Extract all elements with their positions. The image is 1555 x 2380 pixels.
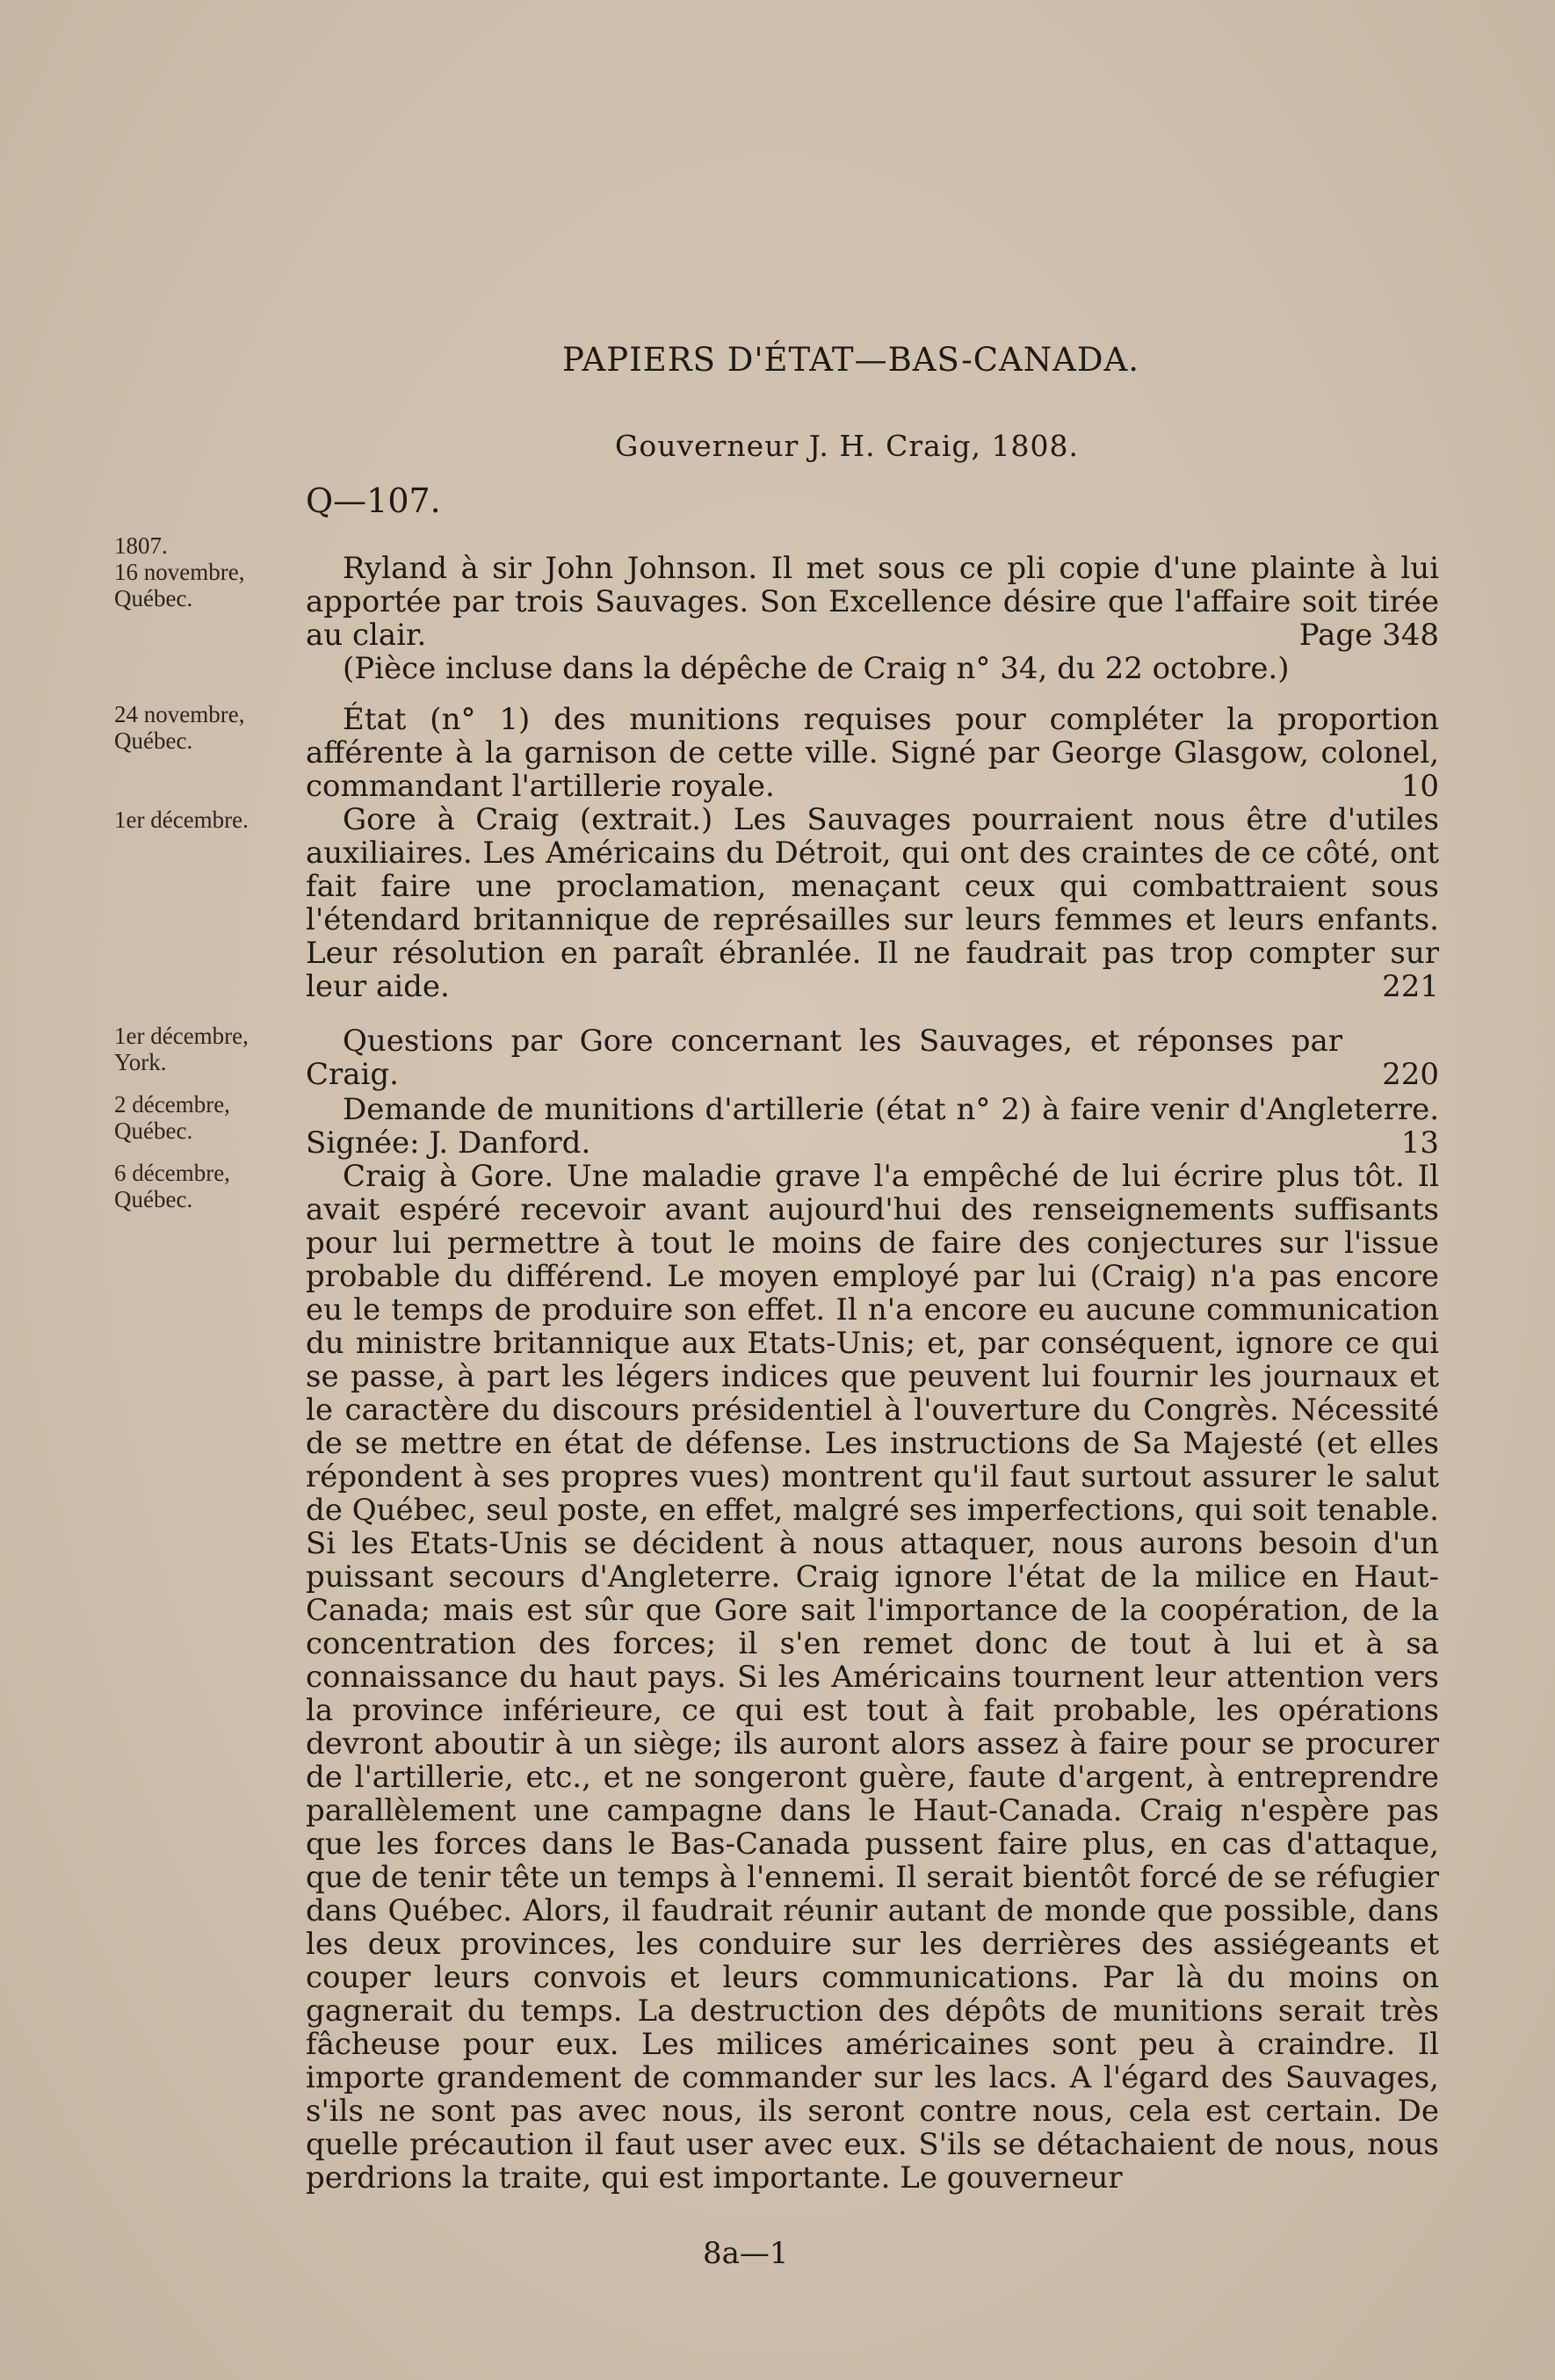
entry-text: Questions par Gore concernant les Sauvages, et réponses par Craig. [306,1024,1342,1092]
entry-4 [306,1024,1439,1091]
margin-date-text: 1er décembre. [114,807,249,833]
entry-2 [306,703,1439,803]
margin-date-text: 2 décembre, Québec. [114,1091,230,1144]
entry-text: Ryland à sir John Johnson. Il met sous ce pli copie d'une plainte à lui apportée par trois Sauvages. Son Excellence désire que l'affaire soit tirée au clair. [306,551,1439,653]
margin-date-text: 1er décembre, York. [114,1023,249,1075]
margin-date-text: 24 novembre, Québec. [114,701,245,754]
entry-text: Craig à Gore. Une maladie grave l'a empêché de lui écrire plus tôt. Il avait espéré recevoir avant aujourd'hui des renseignements suffisants pour lui permettre à tout le moins de faire des conjectures sur l'issue probable du différend. Le moyen employé par lui (Craig) n'a pas encore eu le temps de produire son effet. Il n'a encore eu aucune communication du ministre britannique aux Etats-Unis; et, par conséquent, ignore ce qui se passe, à part les légers indices que peuvent lui fournir les journaux et le caractère du discours présidentiel à l'ouverture du Congrès. Nécessité de se mettre en état de défense. Les instructions de Sa Majesté (et elles répondent à ses propres vues) montrent qu'il faut surtout assurer le salut de Québec, seul poste, en effet, malgré ses imperfections, qui soit tenable. Si les Etats-Unis se décident à nous attaquer, nous aurons besoin d'un puissant secours d'Angleterre. Craig ignore l'état de la milice en Haut-Canada; mais est sûr que Gore sait l'importance de la coopération, de la concentration des forces; il s'en remet donc de tout à lui et à sa connaissance du haut pays. Si les Américains tournent leur attention vers la province inférieure, ce qui est tout à fait probable, les opérations devront aboutir à un siège; ils auront alors assez à faire pour se procurer de l'artillerie, etc., et ne songeront guère, faute d'argent, à entreprendre parallèlement une campagne dans le Haut-Canada. Craig n'espère pas que les forces dans le Bas-Canada pussent faire plus, en cas d'attaque, que de tenir tête un temps à l'ennemi. Il serait bientôt forcé de se réfugier dans Québec. Alors, il faudrait réunir autant de monde que possible, dans les deux provinces, les conduire sur les derrières des assiégeants et couper leurs convois et leurs communications. Par là du moins on gagnerait du temps. La destruction des dépôts de munitions serait très fâcheuse pour eux. Les milices américaines sont peu à craindre. Il importe grandement de commander sur les lacs. A l'égard des Sauvages, s'ils ne sont pas avec nous, ils seront contre nous, cela est certain. De quelle précaution il faut user avec eux. S'ils se détachaient de nous, nous perdrions la traite, qui est importante. Le gouverneur [306,1159,1439,2196]
entry-3 [306,803,1439,1003]
entry-1 [306,552,1439,685]
page-reference: 220 [1382,1057,1439,1092]
page-subheader: Gouverneur J. H. Craig, 1808. [615,429,1079,463]
entry-text: Demande de munitions d'artillerie (état n° 2) à faire venir d'Angleterre. Signée: J. Danford. [306,1092,1439,1161]
entry-5 [306,1093,1439,1160]
margin-date-4 [114,1023,299,1075]
page-reference: 10 [1400,769,1439,804]
page-reference: 13 [1400,1125,1439,1161]
margin-date-3 [114,807,299,833]
margin-date-2 [114,701,299,754]
entry-text: État (n° 1) des munitions requises pour compléter la proportion afférente à la garnison de cette ville. Signé par George Glasgow, colonel, commandant l'artillerie royale. [306,702,1439,804]
entry-note: (Pièce incluse dans la dépêche de Craig n° 34, du 22 octobre.) [343,651,1290,686]
margin-date-6 [114,1160,299,1212]
margin-date-text: 6 décembre, Québec. [114,1160,230,1212]
series-code: Q—107. [306,481,441,520]
page-reference: 221 [1382,969,1439,1004]
margin-date-1 [114,532,299,611]
entry-text: Gore à Craig (extrait.) Les Sauvages pourraient nous être d'utiles auxiliaires. Les Américains du Détroit, qui ont des craintes de ce côté, ont fait faire une proclamation, menaçant ceux qui combattraient sous l'étendard britannique de représailles sur leurs femmes et leurs enfants. Leur résolution en paraît ébranlée. Il ne faudrait pas trop compter sur leur aide. [306,802,1439,1004]
entry-6 [306,1160,1439,2195]
page-footer-signature: 8a—1 [703,2236,789,2271]
margin-date-5 [114,1091,299,1144]
margin-date-text: 1807. 16 novembre, Québec. [114,532,245,611]
page-reference: Page 348 [1298,618,1439,653]
page-header-title: PAPIERS D'ÉTAT—BAS-CANADA. [562,341,1139,379]
